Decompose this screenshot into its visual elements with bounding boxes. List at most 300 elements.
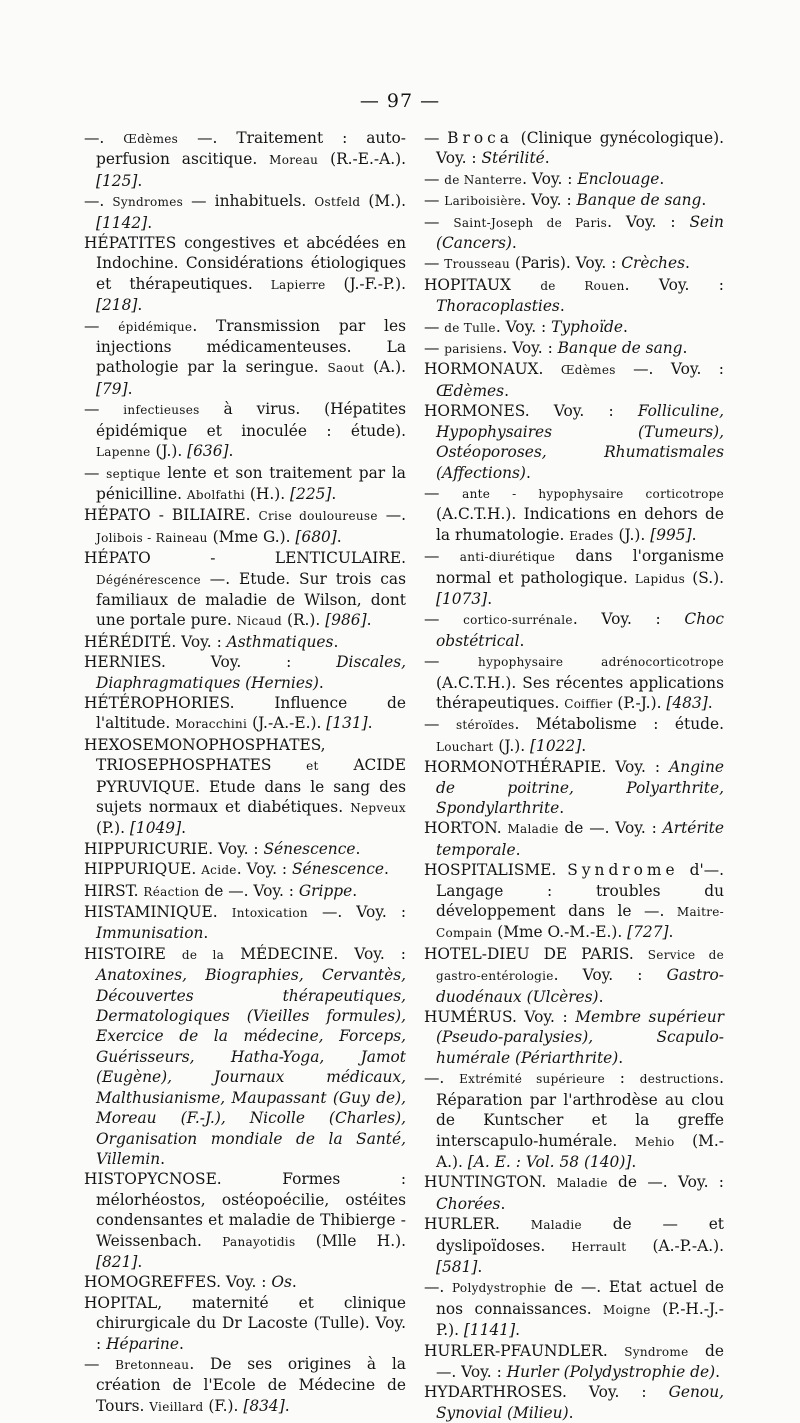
index-entry xyxy=(84,693,406,735)
entry-text: (R.-E.-A.). xyxy=(318,150,406,169)
entry-text: . De ses origines à la création de l'Ecole de Médecine de Tours. xyxy=(96,1354,406,1415)
index-entry xyxy=(84,505,406,548)
index-entry xyxy=(84,881,406,902)
index-entry xyxy=(84,944,406,1169)
entry-text: [1141] xyxy=(463,1321,516,1340)
entry-text: HOMOGREFFES. Voy. : xyxy=(84,1273,272,1292)
entry-text: [680] xyxy=(295,527,337,546)
entry-text: — xyxy=(424,652,479,671)
entry-text: septique xyxy=(106,466,161,481)
entry-text: Œdèmes xyxy=(436,381,505,400)
index-entry xyxy=(424,275,724,317)
entry-text: . Voy. : xyxy=(521,191,577,210)
entry-text: Asthmatiques xyxy=(226,632,334,651)
entry-text: . xyxy=(707,693,713,712)
entry-text: Maladie xyxy=(507,822,559,837)
entry-text: [225] xyxy=(290,484,332,503)
entry-text: HERNIES. Voy. : xyxy=(84,653,337,672)
entry-text: . xyxy=(178,1334,184,1353)
entry-text: Dégénérescence xyxy=(96,572,201,587)
entry-text: HIRST. xyxy=(84,881,144,900)
entry-text: HUMÉRUS. Voy. : xyxy=(424,1008,576,1027)
entry-text: . Voy. : xyxy=(607,212,690,231)
entry-text: [986] xyxy=(325,611,367,630)
entry-text: Vieillard xyxy=(149,1399,204,1414)
index-entry xyxy=(84,902,406,944)
entry-text: . xyxy=(355,839,361,858)
entry-text: . xyxy=(559,799,565,817)
entry-text: . xyxy=(504,381,509,400)
entry-text: Lapidus xyxy=(634,571,686,586)
index-entry xyxy=(424,1277,724,1340)
entry-text: Coiffier xyxy=(564,696,613,711)
entry-text: HOSPITALISME. xyxy=(424,861,568,880)
entry-text: Herrault xyxy=(571,1239,627,1254)
entry-text: . xyxy=(367,714,373,733)
entry-text: [1142] xyxy=(96,213,148,232)
index-entry xyxy=(424,483,724,546)
index-entry xyxy=(84,652,406,693)
entry-text: (J.-F.-P.). xyxy=(325,274,406,293)
entry-text: Jolibois - Raineau xyxy=(96,530,208,545)
entry-text: HISTOPYCNOSE. Formes : mélorhéostos, ostéopoécilie, ostéites condensantes et maladie de Thibierge - Weissenbach. xyxy=(84,1170,406,1250)
index-entry xyxy=(424,757,724,818)
entry-text: (P.-H.-J.-P.). xyxy=(436,1299,724,1340)
entry-text: (A.). xyxy=(364,358,406,377)
entry-text: de —. Voy. : xyxy=(436,1341,725,1381)
index-entry xyxy=(424,359,724,401)
entry-text: . xyxy=(160,1149,166,1168)
entry-text: Membre supérieur (Pseudo-paralysies), Scapulo-humérale (Périarthrite) xyxy=(436,1008,724,1067)
entry-text: Sein (Cancers) xyxy=(436,212,724,253)
entry-text: (Mme G.). xyxy=(207,527,296,546)
index-entry xyxy=(424,317,724,338)
index-entry xyxy=(84,463,406,506)
entry-text: [636] xyxy=(187,442,229,461)
entry-text: Saint-Joseph de Paris xyxy=(453,215,608,230)
entry-text: épidémique xyxy=(118,319,193,334)
entry-text: . xyxy=(203,924,209,943)
entry-text: Typhoïde xyxy=(551,317,623,336)
entry-text: — xyxy=(424,317,445,336)
index-entry xyxy=(424,212,724,254)
entry-text: Syndrome xyxy=(624,1344,689,1359)
entry-text: infectieuses xyxy=(123,403,200,418)
entry-text: de Rouen xyxy=(540,278,625,293)
entry-text: . xyxy=(715,1362,721,1381)
entry-text: —. xyxy=(424,1069,460,1088)
entry-text: Réaction xyxy=(143,884,200,899)
index-entry xyxy=(84,839,406,859)
entry-text: stéroïdes xyxy=(455,718,515,733)
entry-text: (H.). xyxy=(245,484,291,503)
entry-text: —. Voy. : xyxy=(307,903,407,922)
entry-text: . xyxy=(668,923,674,942)
entry-text: Syndromes xyxy=(112,195,184,210)
index-entry xyxy=(424,546,724,609)
entry-text: . xyxy=(559,297,565,316)
entry-text: (F.). xyxy=(203,1396,244,1415)
entry-text: (S.). xyxy=(685,568,724,587)
entry-text: . xyxy=(618,1048,624,1067)
entry-text: — inhabituels. xyxy=(183,192,315,211)
entry-text: Polydystrophie xyxy=(452,1281,547,1296)
entry-text: [821] xyxy=(96,1252,138,1271)
entry-text: Broca xyxy=(447,129,513,147)
entry-text: cortico-surrénale xyxy=(463,613,573,628)
entry-text: . Métabolisme : étude. xyxy=(514,715,724,734)
index-entry xyxy=(424,1172,724,1214)
entry-text: Héparine xyxy=(106,1334,179,1353)
entry-text: [131] xyxy=(326,714,368,733)
entry-text: HOPITAL, maternité et clinique chirurgicale du Dr Lacoste (Tulle). Voy. : xyxy=(84,1293,406,1353)
index-entry xyxy=(424,818,724,860)
entry-text: Œdèmes xyxy=(560,363,616,378)
entry-text: . xyxy=(682,339,688,358)
entry-text: . xyxy=(515,840,521,859)
right-column xyxy=(424,128,724,1423)
entry-text: Crèches xyxy=(621,254,685,273)
entry-text: —. xyxy=(84,129,124,147)
entry-text: Erades xyxy=(569,528,614,543)
entry-text: . xyxy=(511,234,517,253)
index-entry xyxy=(84,1293,406,1354)
entry-text: . Voy. : xyxy=(502,339,558,358)
entry-text: . xyxy=(366,611,372,630)
entry-text: . xyxy=(525,463,531,482)
entry-text: d'—. Langage : troubles du développement dans le —. xyxy=(436,861,724,921)
entry-text: HYDARTHROSES. Voy. : xyxy=(424,1383,669,1402)
entry-text: (J.). xyxy=(613,525,651,544)
entry-text: (P.). xyxy=(96,819,130,838)
index-entry xyxy=(424,651,724,714)
entry-text: Nepveux xyxy=(350,801,406,815)
entry-text: . xyxy=(181,819,187,838)
entry-text: . xyxy=(691,525,697,544)
index-entry xyxy=(84,632,406,652)
index-entry xyxy=(84,859,406,880)
entry-text: (J.-A.-E.). xyxy=(247,714,327,733)
entry-text: HISTOIRE xyxy=(84,944,182,963)
entry-text: Banque de sang xyxy=(576,191,702,210)
entry-text: . xyxy=(291,1273,297,1292)
entry-text: HURLER-PFAUNDLER. xyxy=(424,1341,625,1360)
index-entry xyxy=(84,191,406,233)
entry-text: et xyxy=(306,759,319,774)
entry-text: . xyxy=(581,736,587,755)
entry-text: anti-diurétique xyxy=(459,550,556,565)
entry-text: — xyxy=(424,610,464,629)
entry-text: . xyxy=(622,317,628,336)
index-entry xyxy=(424,190,724,211)
index-entry xyxy=(424,860,724,944)
entry-text: Sénescence xyxy=(263,839,356,858)
entry-text: de Nanterre xyxy=(444,172,523,187)
index-entry xyxy=(424,1214,724,1277)
entry-text: ante - hypophysaire corticotrope xyxy=(462,486,724,501)
entry-text: — xyxy=(424,129,448,147)
entry-text: . xyxy=(631,1152,637,1171)
entry-text: . xyxy=(701,191,707,210)
entry-text: —. Traitement : auto-perfusion ascitique. xyxy=(96,129,406,169)
index-entry xyxy=(424,338,724,359)
entry-text: (J.). xyxy=(150,442,188,461)
entry-text: . xyxy=(500,1194,506,1213)
entry-text: destructions xyxy=(639,1072,720,1087)
entry-text: Acide xyxy=(201,863,237,878)
entry-text: Louchart xyxy=(436,739,494,754)
entry-text: HÉRÉDITÉ. Voy. : xyxy=(84,632,227,651)
entry-text: Maladie xyxy=(530,1218,582,1233)
entry-text: HISTAMINIQUE. xyxy=(84,903,232,922)
entry-text: — xyxy=(84,316,119,335)
entry-text: —. Voy. : xyxy=(615,360,724,379)
entry-text: Crise douloureuse xyxy=(258,509,378,524)
index-entry xyxy=(424,169,724,190)
entry-text: [125] xyxy=(96,171,138,190)
entry-text: . xyxy=(477,1257,483,1276)
entry-text: dans l'organisme normal et pathologique. xyxy=(436,547,724,587)
entry-text: . xyxy=(137,296,143,315)
entry-text: Gastro-duodénaux (Ulcères) xyxy=(436,966,724,1006)
entry-text: [1049] xyxy=(129,819,182,838)
entry-text: de — et dyslipoïdoses. xyxy=(436,1215,724,1255)
entry-text: Trousseau xyxy=(444,257,510,272)
entry-text: Bretonneau xyxy=(115,1357,190,1372)
entry-text: HOTEL-DIEU DE PARIS. xyxy=(424,944,648,963)
entry-text: HIPPURICURIE. Voy. : xyxy=(84,839,264,858)
entry-text: . Voy. : xyxy=(495,317,552,336)
entry-text: HÉPATO - BILIAIRE. xyxy=(84,506,259,525)
entry-text: HORMONES. Voy. : xyxy=(424,402,638,421)
entry-text: — xyxy=(424,169,445,188)
entry-text: . xyxy=(659,169,665,188)
entry-text: Moreau xyxy=(269,153,319,168)
entry-text: Mehio xyxy=(634,1134,675,1149)
entry-text: . xyxy=(127,379,133,398)
entry-text: HURLER. xyxy=(424,1215,531,1234)
entry-text: — xyxy=(424,339,445,358)
entry-text: . Voy. : xyxy=(572,610,685,629)
entry-text: à virus. (Hépatites épidémique et inoculée : étude). xyxy=(96,400,406,440)
index-entry xyxy=(424,1068,724,1172)
entry-text: Angine de poitrine, Polyarthrite, Spondylarthrite xyxy=(436,758,724,817)
entry-text: [995] xyxy=(650,525,692,544)
entry-text: : xyxy=(605,1069,640,1088)
entry-text: . xyxy=(336,527,342,546)
index-entry xyxy=(84,1169,406,1272)
entry-text: Service de gastro-entérologie xyxy=(436,947,724,984)
entry-text: (A.C.T.H.). Ses récentes applications thérapeutiques. xyxy=(436,673,724,712)
entry-text: HÉPATO - LENTICULAIRE. xyxy=(84,549,406,568)
entry-text: —. xyxy=(84,192,113,211)
index-entry xyxy=(84,1354,406,1417)
entry-text: [1022] xyxy=(530,736,582,755)
entry-text: Grippe xyxy=(298,881,353,900)
index-entry xyxy=(424,609,724,651)
index-entry xyxy=(424,1341,724,1383)
entry-text: [A. E. : Vol. 58 (140)] xyxy=(467,1152,632,1171)
index-entry xyxy=(84,128,406,191)
entry-text: MÉDECINE. Voy. : xyxy=(224,944,406,963)
entry-text: Moigne xyxy=(603,1302,651,1317)
entry-text: Hurler (Polydystrophie de) xyxy=(506,1362,716,1381)
entry-text: Extrémité supérieure xyxy=(459,1072,605,1087)
entry-text: HORTON. xyxy=(424,819,508,838)
entry-text: Maladie xyxy=(556,1176,608,1191)
entry-text: Os xyxy=(271,1273,292,1292)
entry-text: (M.-A.). xyxy=(436,1131,724,1171)
entry-text: Intoxication xyxy=(231,906,308,921)
entry-text: Maitre-Compain xyxy=(436,905,724,941)
entry-text: Enclouage xyxy=(577,169,660,188)
entry-text: (P.-J.). xyxy=(612,693,667,712)
entry-text: lente et son traitement par la pénicilline. xyxy=(96,463,406,503)
entry-text: . xyxy=(331,484,337,503)
index-entry xyxy=(424,944,724,1007)
entry-text: — xyxy=(84,1354,116,1373)
entry-text: — xyxy=(424,212,454,231)
entry-text: HEXOSEMONOPHOSPHATES, TRIOSEPHOSPHATES xyxy=(84,735,326,775)
entry-text: Choc obstétrical xyxy=(436,610,724,650)
entry-text: . xyxy=(383,860,389,879)
entry-text: Anatoxines, Biographies, Cervantès, Découvertes thérapeutiques, Dermatologiques (Vieilles formules), Exercice de la médecine, Forceps, Guérisseurs, Hatha-Yoga, Jamot (Eugène), Journaux médicaux, Malthusianisme, Maupassant (Guy de), Moreau (F.-J.), Nicolle (Charles), Organisation mondiale de la Santé, Villemin xyxy=(96,966,406,1168)
entry-text: Lariboisière xyxy=(444,194,522,209)
entry-text: . xyxy=(284,1396,290,1415)
entry-text: Lapenne xyxy=(96,445,151,460)
entry-text: . Réparation par l'arthrodèse au clou de Kuntscher et la greffe interscapulo-humérale. xyxy=(436,1069,724,1150)
entry-text: de —. Voy. : xyxy=(558,819,663,838)
entry-text: . xyxy=(487,589,493,608)
entry-text: Œdèmes xyxy=(123,132,179,146)
entry-text: (A.-P.-A.). xyxy=(626,1236,724,1255)
entry-text: Abolfathi xyxy=(186,487,246,502)
left-column xyxy=(84,128,406,1417)
entry-text: . xyxy=(137,1252,143,1271)
entry-text: Stérilité xyxy=(481,149,545,168)
entry-text: parisiens xyxy=(444,342,503,357)
entry-text: (A.C.T.H.). Indications en dehors de la rhumatologie. xyxy=(436,505,724,544)
entry-text: . xyxy=(352,881,358,900)
entry-text: Lapierre xyxy=(270,277,326,292)
entry-text: de —. Etat actuel de nos connaissances. xyxy=(436,1278,724,1318)
index-entry xyxy=(84,735,406,839)
entry-text: . xyxy=(568,1403,574,1422)
entry-text: . xyxy=(147,213,153,232)
index-entry xyxy=(424,1382,724,1423)
entry-text: [834] xyxy=(243,1396,285,1415)
entry-text: . Voy. : xyxy=(522,169,578,188)
entry-text: — xyxy=(424,547,460,566)
index-entry xyxy=(424,253,724,274)
entry-text: . xyxy=(544,149,550,168)
entry-text: [1073] xyxy=(436,589,488,608)
entry-text: . Voy. : xyxy=(624,275,724,294)
entry-text: . xyxy=(137,171,143,190)
entry-text: Moracchini xyxy=(175,717,248,732)
entry-text: de —. Voy. : xyxy=(607,1173,724,1192)
entry-text: Folliculine, Hypophysaires (Tumeurs), Ostéoporoses, Rhumatismales (Affections) xyxy=(436,402,724,482)
entry-text: de —. Voy. : xyxy=(199,881,299,900)
index-entry xyxy=(84,1272,406,1292)
entry-text: HIPPURIQUE. xyxy=(84,860,202,879)
entry-text: . Transmission par les injections médicamenteuses. La pathologie par la seringue. xyxy=(96,316,406,377)
entry-text: [483] xyxy=(666,693,708,712)
entry-text: Sénescence xyxy=(291,860,384,879)
index-entry xyxy=(424,714,724,757)
index-entry xyxy=(84,233,406,316)
entry-text: Syndrome xyxy=(567,861,679,880)
entry-text: ACIDE PYRUVIQUE. Etude dans le sang des sujets normaux et diabétiques. xyxy=(96,756,406,816)
entry-text: Discales, Diaphragmatiques (Hernies) xyxy=(96,653,406,692)
index-entry xyxy=(424,401,724,483)
entry-text: Ostfeld xyxy=(314,195,361,210)
entry-text: [581] xyxy=(436,1257,478,1276)
entry-text: de la xyxy=(181,947,225,962)
entry-text: HORMONOTHÉRAPIE. Voy. : xyxy=(424,758,670,777)
entry-text: — xyxy=(424,254,445,273)
entry-text: (M.). xyxy=(360,192,406,211)
entry-text: Genou, Synovial (Milieu) xyxy=(436,1383,724,1422)
entry-text: Chorées xyxy=(436,1194,501,1213)
entry-text: . xyxy=(318,673,324,692)
entry-text: Panayotidis xyxy=(222,1234,296,1249)
entry-text: [218] xyxy=(96,296,138,315)
entry-text: [727] xyxy=(627,923,669,942)
entry-text: HORMONAUX. xyxy=(424,360,561,379)
entry-text: HUNTINGTON. xyxy=(424,1173,557,1192)
entry-text: (R.). xyxy=(282,611,326,630)
entry-text: (J.). xyxy=(493,736,531,755)
entry-text: — xyxy=(424,191,445,210)
entry-text: (Clinique gynécologique). Voy. : xyxy=(436,129,724,168)
entry-text: . xyxy=(228,442,234,461)
entry-text: —. xyxy=(377,506,406,525)
entry-text: HÉTÉROPHORIES. Influence de l'altitude. xyxy=(84,693,406,733)
entry-text: — xyxy=(84,463,107,482)
entry-text: — xyxy=(424,715,456,734)
entry-text: (Paris). Voy. : xyxy=(510,254,622,273)
index-entry xyxy=(424,128,724,169)
entry-text: (Mlle H.). xyxy=(295,1231,406,1250)
page-number: — 97 — xyxy=(359,90,441,112)
entry-text: — xyxy=(424,483,463,502)
entry-text: —. xyxy=(424,1278,453,1297)
entry-text: [79] xyxy=(96,379,128,398)
entry-text: Artérite temporale xyxy=(436,819,724,859)
entry-text: —. Etude. Sur trois cas familiaux de maladie de Wilson, dont une portale pure. xyxy=(96,569,406,630)
entry-text: . Voy. : xyxy=(236,860,292,879)
entry-text: . xyxy=(519,631,525,650)
entry-text: Banque de sang xyxy=(557,339,683,358)
entry-text: . Voy. : xyxy=(553,966,667,985)
index-entry xyxy=(84,399,406,462)
entry-text: hypophysaire adrénocorticotrope xyxy=(478,655,724,670)
index-entry xyxy=(84,548,406,632)
entry-text: Nicaud xyxy=(236,614,283,629)
entry-text: Immunisation xyxy=(96,924,204,943)
entry-text: HÉPATITES congestives et abcédées en Indochine. Considérations étiologiques et thérapeutiques. xyxy=(84,234,406,293)
entry-text: de Tulle xyxy=(444,320,496,335)
index-entry xyxy=(424,1007,724,1068)
entry-text: . xyxy=(684,254,690,273)
entry-text: Thoracoplasties xyxy=(436,297,560,316)
entry-text: . xyxy=(515,1321,521,1340)
entry-text: — xyxy=(84,400,124,419)
entry-text: . xyxy=(598,987,604,1006)
entry-text: . xyxy=(333,632,339,651)
index-entry xyxy=(84,316,406,400)
